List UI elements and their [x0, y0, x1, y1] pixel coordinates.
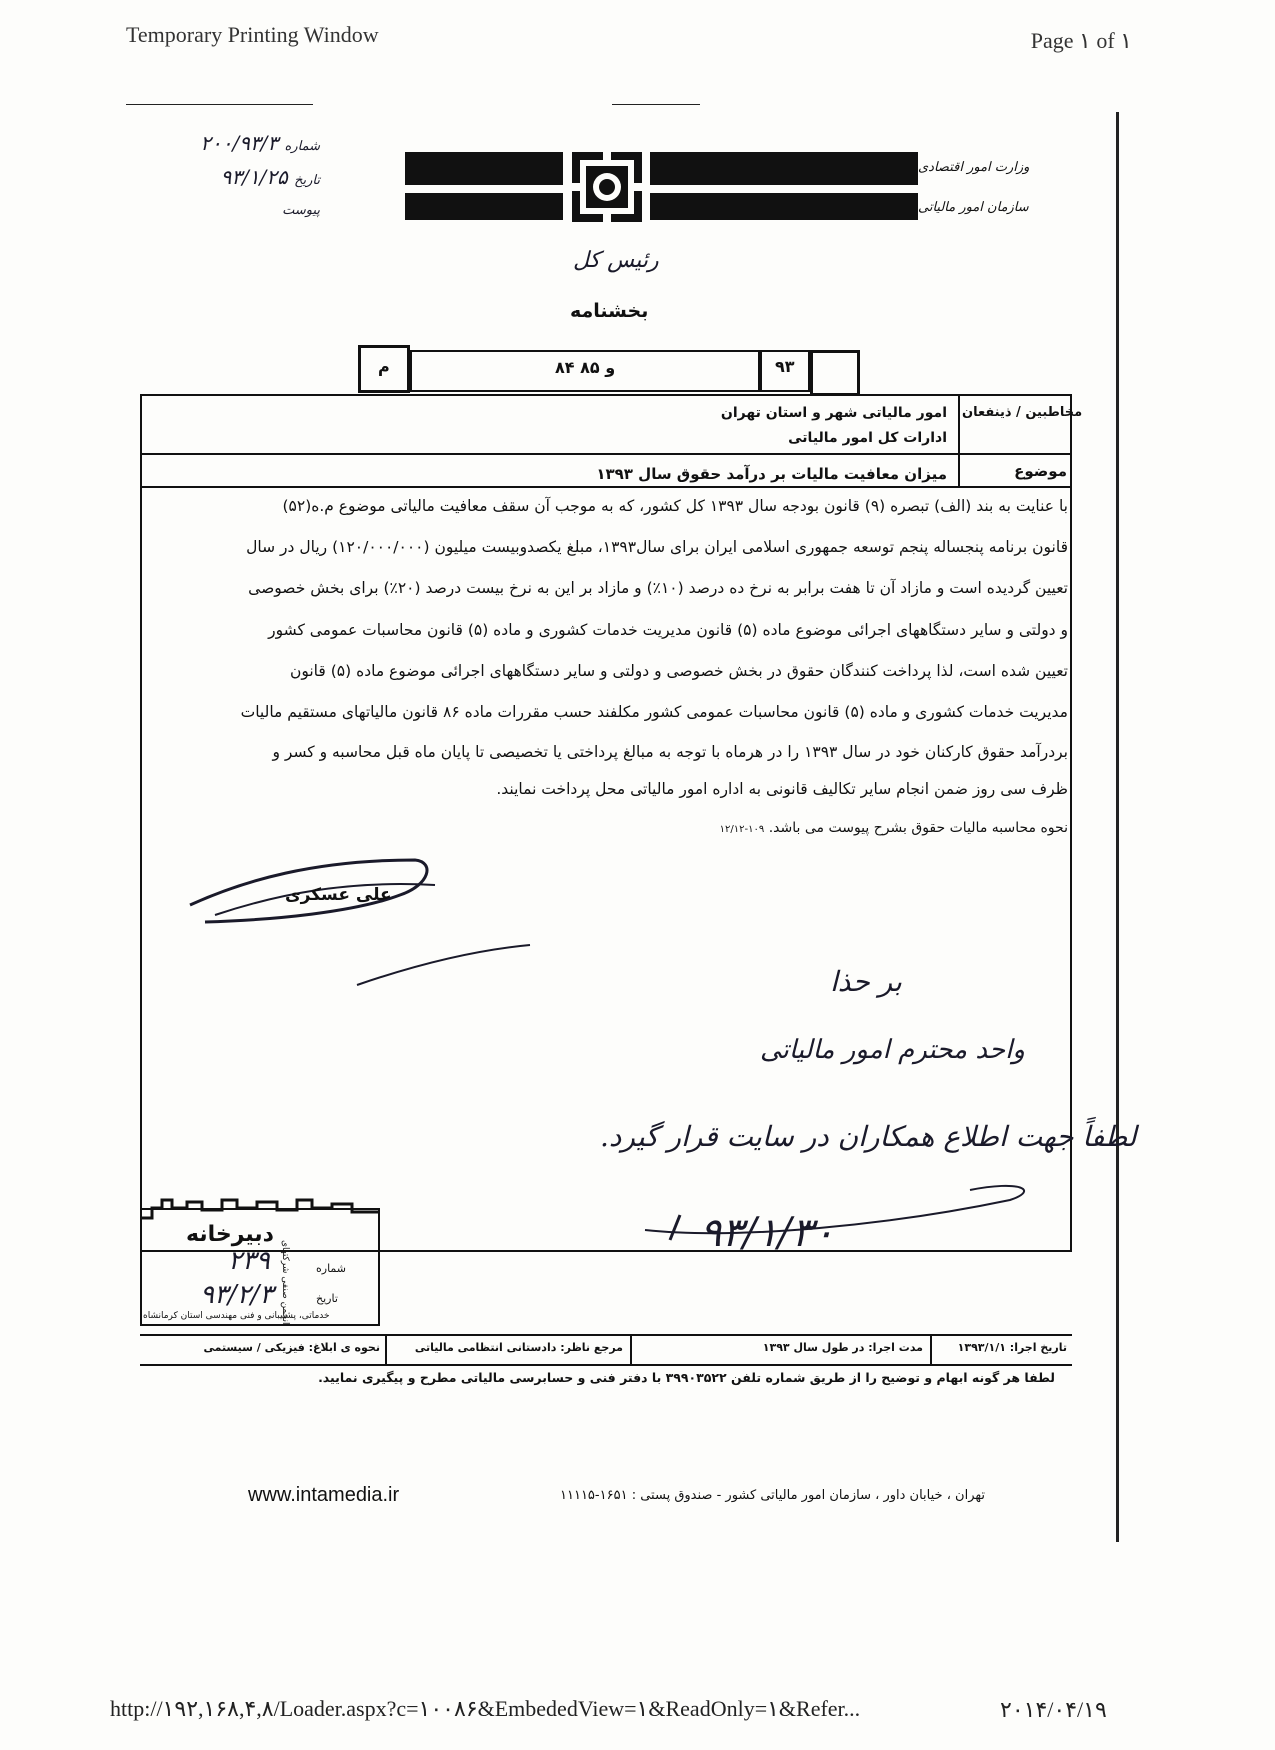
org-address: تهران ، خیابان داور ، سازمان امور مالیاتی کشور - صندوق پستی : ۱۶۵۱-۱۱۱۱۵ — [560, 1488, 985, 1503]
date-row — [120, 162, 320, 196]
number-value: ۲۰۰/۹۳/۳ — [200, 131, 279, 155]
attachment-label: پیوست — [282, 203, 320, 218]
stamp-bottom-text: خدماتی، پشتیبانی و فنی مهندسی استان کرمانشاه — [143, 1311, 330, 1321]
letterhead-bar-right-bottom — [650, 193, 918, 220]
code-year: ۹۳ — [775, 357, 795, 376]
footer-exec-date: تاریخ اجرا: ۱۳۹۳/۱/۱ — [957, 1341, 1067, 1354]
subject-value: میزان معافیت مالیات بر درآمد حقوق سال ۱۳۹۳ — [596, 465, 947, 483]
recipients-label: مخاطبین / ذینفعان — [962, 405, 1083, 420]
body-line-8: ظرف سی روز ضمن انجام سایر تکالیف قانونی به اداره امور مالیاتی محل پرداخت نمایند. — [496, 780, 1068, 798]
emblem-icon — [570, 150, 644, 224]
footer-notify: نحوه ی ابلاغ: فیزیکی / سیستمی — [203, 1341, 380, 1354]
stamp-date-value: ۹۳/۲/۳ — [200, 1280, 274, 1310]
stamp-border-icon — [142, 1198, 378, 1220]
recipients-line1: امور مالیاتی شهر و استان تهران — [720, 405, 947, 421]
body-note-text: نحوه محاسبه مالیات حقوق بشرح پیوست می باشد. — [768, 820, 1068, 836]
body-line-2: قانون برنامه پنجساله پنجم توسعه جمهوری اسلامی ایران برای سال۱۳۹۳، مبلغ یکصدوبیست میلیون (۱۲۰/۰۰۰/۰۰۰) ریال در سال — [246, 538, 1068, 556]
table-col-divider — [958, 394, 960, 486]
code-articles: ۸۴ و ۸۵ — [555, 358, 616, 377]
handwritten-line3: لطفاً جهت اطلاع همکاران در سایت قرار گیرد. — [600, 1120, 1137, 1153]
reference-block — [120, 128, 320, 226]
attachment-row — [120, 196, 320, 226]
top-left-rule — [126, 104, 313, 105]
print-url: http://۱۹۲,۱۶۸,۴,۸/Loader.aspx?c=۱۰۰۸۶&EmbededView=۱&ReadOnly=۱&Refer... — [110, 1696, 861, 1721]
footer-col-1 — [385, 1334, 387, 1364]
pen-stroke-icon — [355, 940, 535, 990]
table-row-divider-2 — [140, 486, 1072, 488]
body-note-ref: ۱۰۹-۱۲/۱۲ — [719, 824, 765, 835]
office-title: رئیس کل — [573, 248, 659, 273]
window-title: Temporary Printing Window — [126, 22, 379, 47]
page-indicator: Page ۱ of ۱ — [1030, 28, 1132, 53]
handwritten-line1: بر حذا — [830, 965, 902, 998]
footer-row-divider-1 — [140, 1334, 1072, 1336]
letterhead-bar-left-bottom — [405, 193, 563, 220]
body-line-4: و دولتی و سایر دستگاههای اجرائی موضوع ماده (۵) قانون مدیریت خدمات کشوری و ماده (۵) قانون محاسبات عمومی کشور — [268, 621, 1068, 639]
stamp-number-value: ۲۳۹ — [228, 1246, 270, 1276]
recipients-line2: ادارات کل امور مالیاتی — [788, 430, 947, 446]
footer-col-3 — [930, 1334, 932, 1364]
body-line-5: تعیین شده است، لذا پرداخت کنندگان حقوق در بخش خصوصی و دولتی و سایر دستگاههای اجرائی موضوع ماده (۵) قانون — [289, 662, 1068, 680]
doc-type-title: بخشنامه — [570, 300, 649, 322]
body-note — [720, 820, 1068, 836]
footer-supervisor: مرجع ناظر: دادستانی انتظامی مالیاتی — [414, 1341, 623, 1354]
date-value: ۹۳/۱/۲۵ — [220, 165, 288, 189]
number-label: شماره — [284, 139, 320, 154]
stamp-date-label: تاریخ — [316, 1292, 338, 1305]
ministry-name: وزارت امور اقتصادی — [918, 160, 1030, 175]
handwritten-underline-icon — [640, 1180, 1040, 1260]
org-website[interactable]: www.intamedia.ir — [248, 1484, 400, 1506]
stamp-side-text: انجمن صنفی شرکتهای — [280, 1240, 290, 1325]
stamp-title: دبیرخانه — [186, 1222, 274, 1247]
body-line-3: تعیین گردیده است و مازاد آن تا هفت برابر به نرخ ده درصد (۱۰٪) و مازاد بر این به نرخ بیست درصد (۲۰٪) برای بخش خصوصی — [248, 579, 1068, 597]
code-box-end — [810, 350, 860, 396]
handwritten-date: ۹۳/۱/۳۰ — [700, 1210, 835, 1256]
top-center-rule — [612, 104, 700, 105]
print-date: ۲۰۱۴/۰۴/۱۹ — [1000, 1697, 1107, 1722]
footer-row-divider-2 — [140, 1364, 1072, 1366]
right-border-rule — [1116, 112, 1119, 1542]
signatory-name: علی عسکری — [285, 885, 392, 905]
code-m: م — [378, 357, 390, 376]
body-line-7: بردرآمد حقوق کارکنان خود در سال ۱۳۹۳ را در هرماه با توجه به مبالغ پرداختی یا تخصیصی تا پایان ماه قبل محاسبه و کسر و — [272, 743, 1068, 761]
footer-contact: لطفا هر گونه ابهام و توضیح را از طریق شماره تلفن ۳۹۹۰۳۵۲۲ با دفتر فنی و حسابرسی مالیاتی مطرح و پیگیری نمایید. — [318, 1370, 1055, 1385]
body-line-1: با عنایت به بند (الف) تبصره (۹) قانون بودجه سال ۱۳۹۳ کل کشور، که به موجب آن سقف معافیت مالیاتی موضوع م.ه(۵۲) — [282, 497, 1068, 515]
letterhead-bar-left-top — [405, 152, 563, 185]
subject-label: موضوع — [1014, 462, 1067, 480]
number-row — [120, 128, 320, 162]
footer-exec-period: مدت اجرا: در طول سال ۱۳۹۳ — [762, 1341, 923, 1354]
organization-name: سازمان امور مالیاتی — [918, 200, 1029, 215]
stamp-number-label: شماره — [316, 1262, 347, 1275]
letterhead-bar-right-top — [650, 152, 918, 185]
footer-col-2 — [630, 1334, 632, 1364]
body-line-6: مدیریت خدمات کشوری و ماده (۵) قانون محاسبات عمومی کشور مکلفند حسب مقررات ماده ۸۶ قانون مالیاتهای مستقیم مالیات — [240, 703, 1068, 721]
handwritten-line2: واحد محترم امور مالیاتی — [760, 1035, 1025, 1065]
table-row-divider-1 — [140, 453, 1072, 455]
date-label: تاریخ — [294, 173, 320, 188]
